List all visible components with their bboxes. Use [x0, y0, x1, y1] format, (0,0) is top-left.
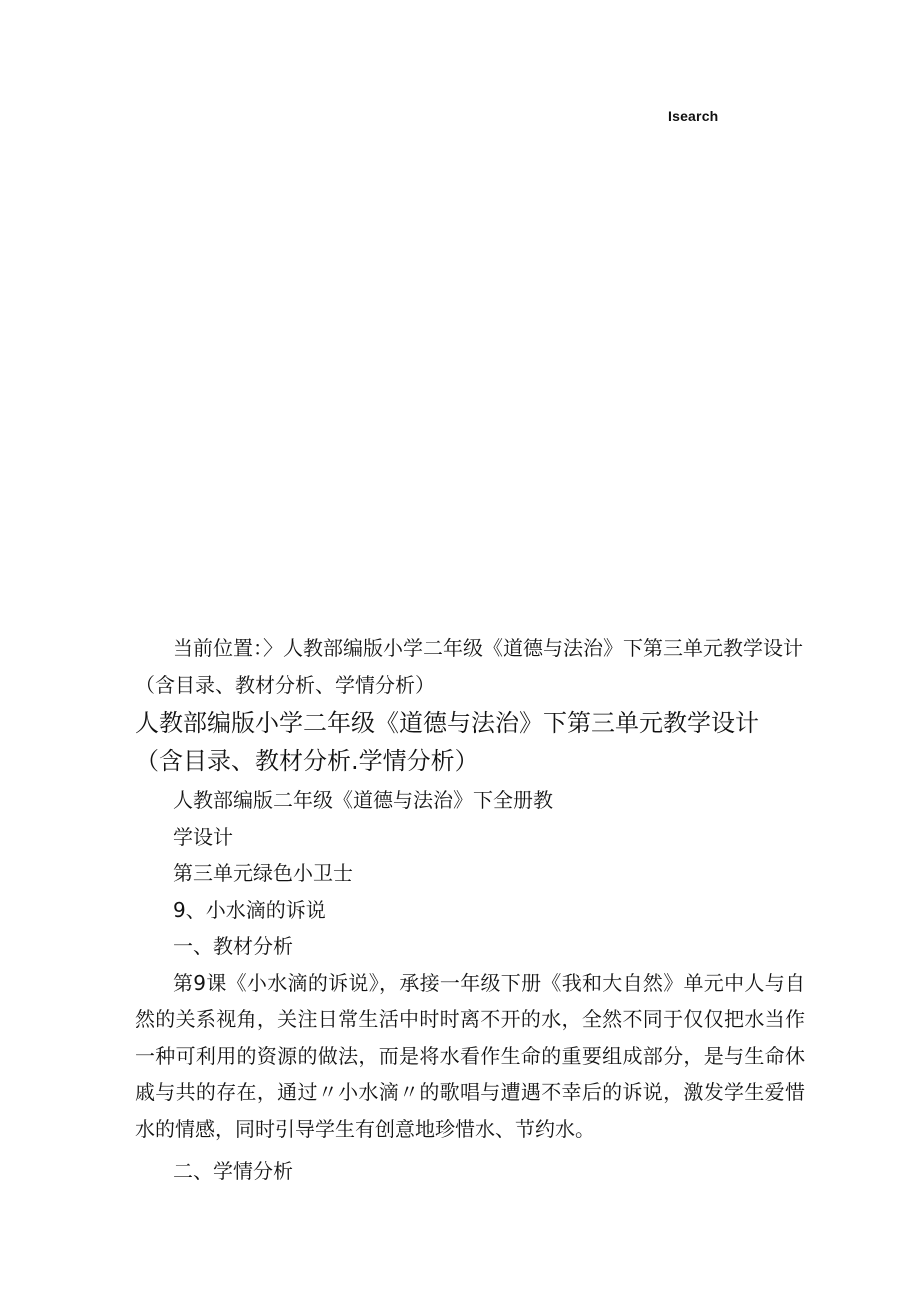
- section-heading-learner-analysis: 二、学情分析: [173, 1159, 293, 1183]
- subtitle-line-1: 人教部编版二年级《道德与法治》下全册教: [173, 788, 553, 812]
- page-title: 人教部编版小学二年级《道德与法治》下第三单元教学设计（含目录、教材分析.学情分析）: [135, 709, 759, 775]
- unit-heading: 第三单元绿色小卫士: [173, 861, 353, 885]
- subtitle-line-2: 学设计: [173, 824, 233, 849]
- lesson-heading: 9、小水滴的诉说: [173, 897, 326, 922]
- textbook-analysis-paragraph: 第9课《小水滴的诉说》，承接一年级下册《我和大自然》单元中人与自然的关系视角，关注日常生活中时时离不开的水，全然不同于仅仅把水当作一种可利用的资源的做法，而是将水看作生命的重要组成部分，是与生命休戚与共的存在，通过〃小水滴〃的歌唱与遭遇不幸后的诉说，激发学生爱惜水的情感，同时引导学生有创意地珍惜水、节约水。: [135, 970, 805, 1141]
- search-link[interactable]: Isearch: [668, 108, 719, 124]
- document-body: [135, 630, 805, 1190]
- breadcrumb: 当前位置：〉人教部编版小学二年级《道德与法治》下第三单元教学设计（含目录、教材分析、学情分析）: [135, 636, 803, 697]
- section-heading-textbook-analysis: 一、教材分析: [173, 934, 293, 958]
